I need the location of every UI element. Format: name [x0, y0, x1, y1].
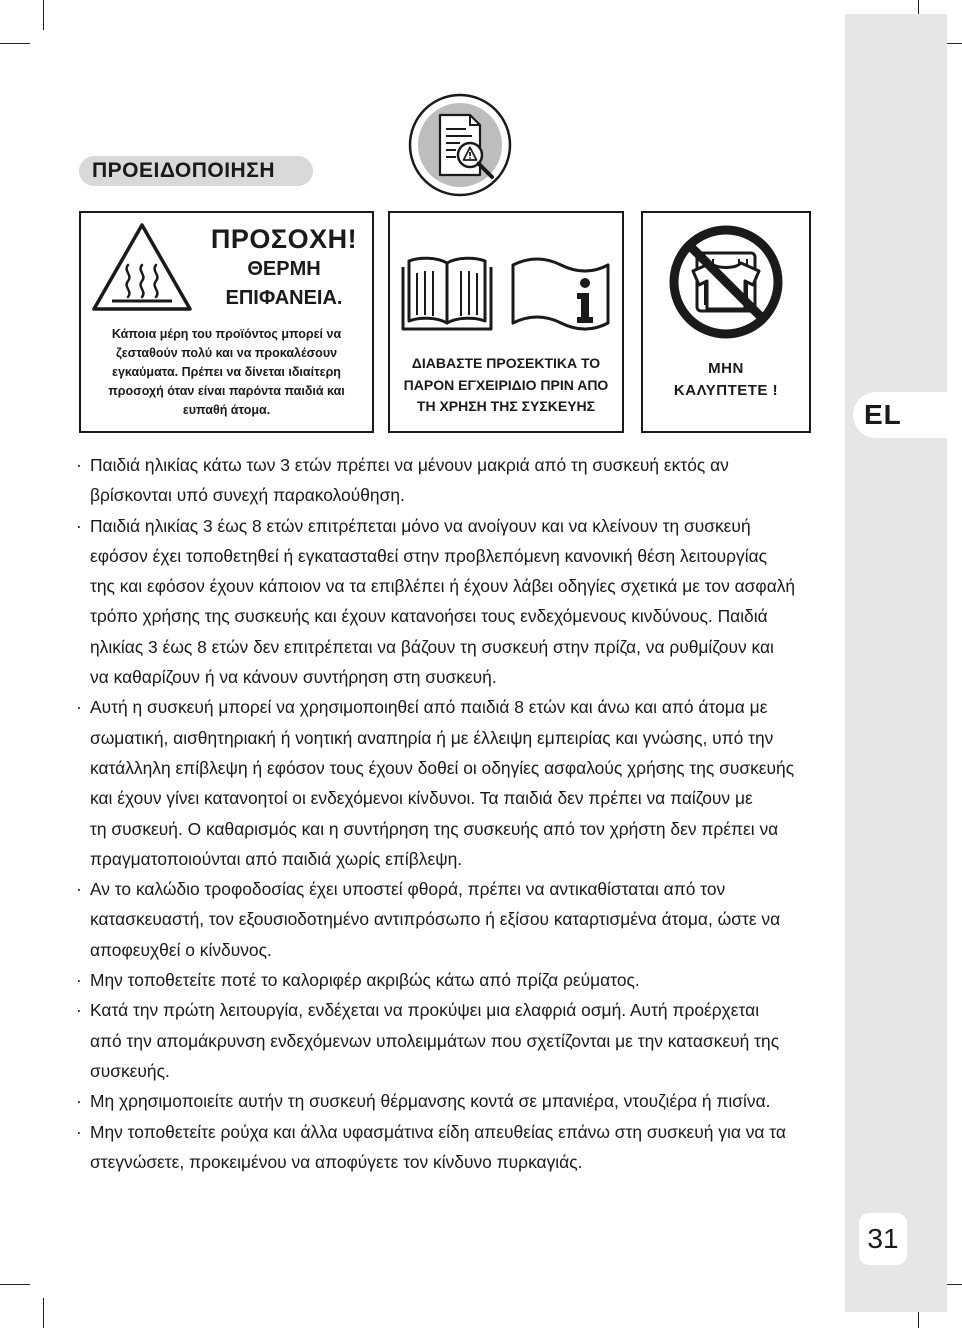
list-item — [76, 1117, 821, 1178]
text-line: της και εφόσον έχουν κάποιον να τα επιβλέπει ή έχουν λάβει οδηγίες σχετικά με τον ασφαλή — [90, 576, 796, 597]
description-line: προσοχή όταν είναι παρόντα παιδιά και — [108, 384, 345, 398]
list-item — [76, 995, 821, 1086]
text-line: να καθαρίζουν ή να κάνουν συντήρηση στη συσκευή. — [90, 667, 497, 688]
crop-mark — [0, 43, 30, 44]
list-item — [76, 692, 821, 874]
description-line: ζεσταθούν πολύ και να προκαλέσουν — [115, 346, 338, 360]
hot-subtitle-line: ΘΕΡΜΗ — [247, 258, 321, 280]
do-not-cover-line: ΚΑΛΥΠΤΕΤΕ ! — [673, 382, 779, 399]
text-line: κατάλληλη επίβλεψη ή εφόσον τους έχουν δοθεί οι οδηγίες ασφαλούς χρήσης της συσκευής — [90, 757, 795, 778]
read-manual-line: ΤΗ ΧΡΗΣΗ ΤΗΣ ΣΥΣΚΕΥΗΣ — [416, 398, 596, 414]
language-tab: EL — [853, 392, 962, 438]
description-line: εγκαύματα. Πρέπει να δίνεται ιδιαίτερη — [112, 365, 341, 379]
bullet-marker: · — [76, 1121, 82, 1142]
bullet-marker: · — [76, 1091, 82, 1112]
text-line: τρόπο χρήσης της συσκευής και έχουν κατανοήσει τους ενδεχόμενους κινδύνους. Παιδιά — [90, 606, 768, 627]
bullet-marker: · — [76, 697, 82, 718]
description-line: Κάποια μέρη του προϊόντος μπορεί να — [111, 327, 342, 341]
bullet-marker: · — [76, 1000, 82, 1021]
text-line: ηλικίας 3 έως 8 ετών δεν επιτρέπεται να βάζουν τη συσκευή στην πρίζα, να ρυθμίζουν και — [90, 636, 774, 657]
hot-surface-icon — [90, 221, 194, 315]
list-item — [76, 874, 821, 965]
text-line: Μη χρησιμοποιείτε αυτήν τη συσκευή θέρμανσης κοντά σε μπανιέρα, ντουζιέρα ή πισίνα. — [90, 1091, 771, 1112]
text-line: αποφευχθεί ο κίνδυνος. — [90, 939, 272, 960]
text-line: Αν το καλώδιο τροφοδοσίας έχει υποστεί φθορά, πρέπει να αντικαθίσταται από τον — [90, 879, 726, 900]
section-label: ΠΡΟΕΙΔΟΠΟΙΗΣΗ — [79, 156, 313, 186]
text-line: Μην τοποθετείτε ποτέ το καλοριφέρ ακριβώς κάτω από πρίζα ρεύματος. — [90, 970, 640, 991]
list-item — [76, 450, 821, 511]
info-manual-icon — [509, 253, 612, 333]
read-manual-text — [394, 353, 618, 418]
hot-surface-warning-box — [79, 211, 374, 433]
manual-warning-icon — [408, 93, 512, 197]
list-item — [76, 965, 821, 995]
text-line: σωματική, αισθητηριακή ή νοητική αναπηρία ή με έλλειψη εμπειρίας και γνώσης, υπό την — [90, 727, 774, 748]
safety-instructions-list — [76, 450, 821, 1177]
text-line: Αυτή η συσκευή μπορεί να χρησιμοποιηθεί από παιδιά 8 ετών και άνω και από άτομα με — [90, 697, 768, 718]
text-line: πραγματοποιούνται από παιδιά χωρίς επίβλεψη. — [90, 848, 463, 869]
bullet-marker: · — [76, 515, 82, 536]
hot-subtitle-line: ΕΠΙΦΑΝΕΙΑ. — [225, 287, 343, 309]
do-not-cover-text — [649, 358, 803, 402]
do-not-cover-icon — [667, 223, 785, 341]
text-line: τη συσκευή. Ο καθαρισμός και η συντήρηση της συσκευής από τον χρήστη δεν πρέπει να — [90, 818, 779, 839]
text-line: Μην τοποθετείτε ρούχα και άλλα υφασμάτινα είδη απευθείας επάνω στη συσκευή για να τα — [90, 1121, 786, 1142]
list-item — [76, 1086, 821, 1116]
text-line: κατασκευαστή, τον εξουσιοδοτημένο αντιπρόσωπο ή εξίσου καταρτισμένα άτομα, ώστε να — [90, 909, 781, 930]
open-book-icon — [399, 253, 495, 333]
do-not-cover-line: ΜΗΝ — [708, 360, 744, 377]
crop-mark — [43, 1298, 44, 1328]
crop-mark — [0, 1284, 30, 1285]
read-manual-line: ΠΑΡΟΝ ΕΓΧΕΙΡΙΔΙΟ ΠΡΙΝ ΑΠΟ — [403, 376, 609, 393]
text-line: από την απομάκρυνση ενδεχόμενων υπολειμμάτων που σχετίζονται με την κατασκευή της — [90, 1030, 780, 1051]
text-line: Κατά την πρώτη λειτουργία, ενδέχεται να προκύψει μια ελαφριά οσμή. Αυτή προέρχεται — [90, 1000, 760, 1021]
text-line: εφόσον έχει τοποθετηθεί ή εγκατασταθεί στην προβλεπόμενη κανονική θέση λειτουργίας — [90, 545, 768, 566]
side-strip — [845, 14, 947, 1312]
page-number: 31 — [859, 1213, 907, 1265]
caution-title: ΠΡΟΣΟΧΗ! — [210, 224, 358, 254]
crop-mark — [43, 0, 44, 30]
text-line: συσκευής. — [90, 1060, 170, 1081]
bullet-marker: · — [76, 455, 82, 475]
hot-surface-title — [199, 223, 369, 313]
bullet-marker: · — [76, 970, 82, 991]
description-line: ευπαθή άτομα. — [182, 403, 271, 417]
read-manual-line: ΔΙΑΒΑΣΤΕ ΠΡΟΣΕΚΤΙΚΑ ΤΟ — [411, 355, 601, 371]
text-line: στεγνώσετε, προκειμένου να αποφύγετε τον κίνδυνο πυρκαγιάς. — [90, 1151, 583, 1172]
text-line: και έχουν γίνει κατανοητοί οι ενδεχόμενοι κίνδυνοι. Τα παιδιά δεν πρέπει να παίζουν με — [90, 788, 753, 809]
text-line: Παιδιά ηλικίας 3 έως 8 ετών επιτρέπεται μόνο να ανοίγουν και να κλείνουν τη συσκευή — [90, 515, 751, 536]
bullet-marker: · — [76, 879, 82, 900]
list-item — [76, 511, 821, 693]
do-not-cover-box — [641, 211, 811, 433]
read-manual-box — [388, 211, 624, 433]
hot-surface-description — [91, 325, 362, 420]
text-line: βρίσκονται υπό συνεχή παρακολούθηση. — [90, 485, 405, 506]
text-line: Παιδιά ηλικίας κάτω των 3 ετών πρέπει να μένουν μακριά από τη συσκευή εκτός αν — [90, 455, 729, 475]
